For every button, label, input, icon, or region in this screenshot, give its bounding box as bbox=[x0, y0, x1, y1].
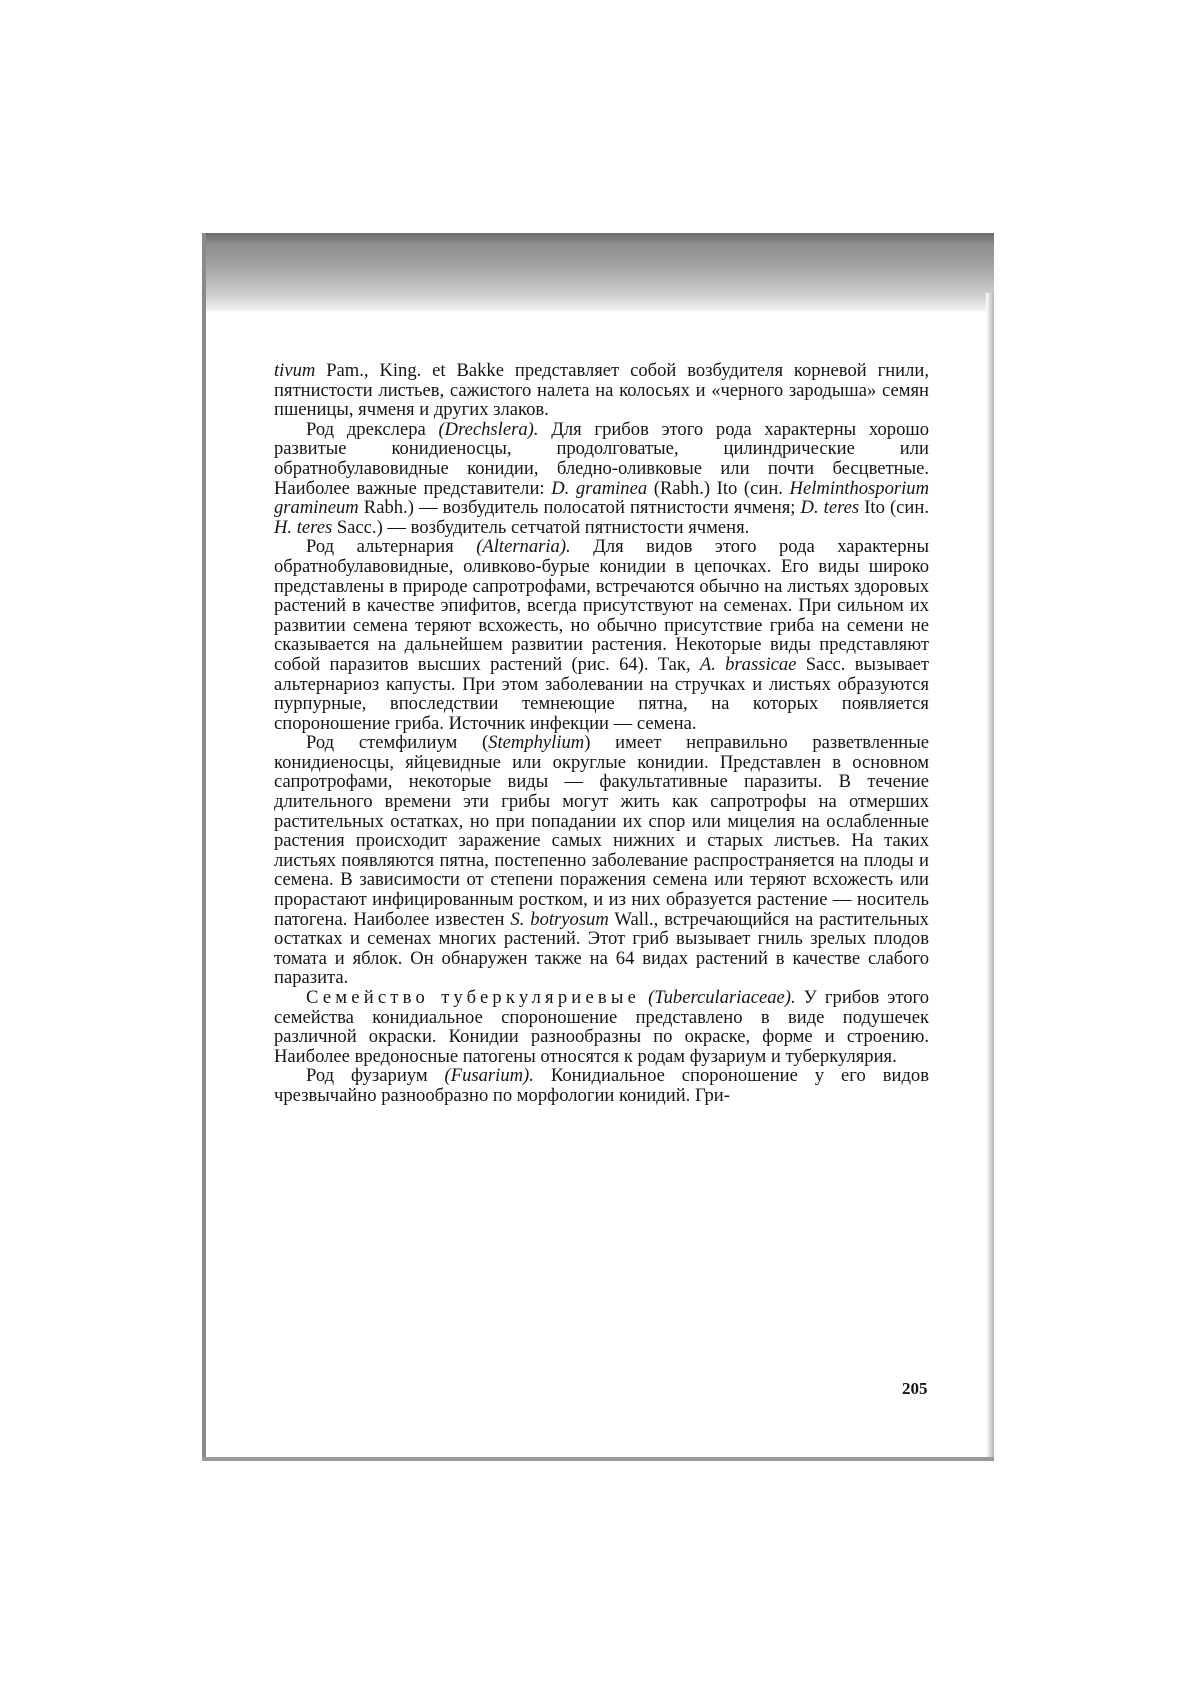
paragraph bbox=[274, 361, 929, 420]
text-run: Pam., King. et Bakke представляет собой возбудителя корневой гнили, пятнистости листьев, сажистого налета на колосьях и «черного зародыша» семян пшеницы, ячменя и других злаков. bbox=[274, 360, 929, 421]
scan-bottom-edge bbox=[202, 1457, 994, 1461]
italic-term: S. botryosum bbox=[510, 908, 609, 930]
italic-term: H. teres bbox=[274, 516, 333, 538]
italic-term: (Fusarium). bbox=[444, 1065, 534, 1087]
paragraph bbox=[274, 537, 929, 733]
scanned-book-page bbox=[202, 233, 994, 1461]
body-text bbox=[274, 361, 929, 1106]
paragraph bbox=[274, 420, 929, 538]
text-run: Sacc.) — возбудитель сетчатой пятнистости ячменя. bbox=[332, 516, 750, 538]
italic-term: A. brassicae bbox=[699, 653, 797, 675]
text-run: (Rabh.) Ito (син. bbox=[647, 477, 790, 499]
text-run bbox=[640, 987, 648, 1008]
text-run: Rabh.) — возбудитель полосатой пятнистости ячменя; bbox=[358, 497, 801, 519]
italic-term: tivum bbox=[274, 360, 316, 381]
italic-term: Helminthosporium gramineum bbox=[274, 477, 929, 519]
text-run: Конидиальное спороношение у его видов чрезвычайно разнообразно по морфологии конидий. Гри- bbox=[274, 1065, 929, 1106]
italic-term: (Alternaria). bbox=[476, 536, 571, 558]
italic-term: D. teres bbox=[800, 497, 860, 519]
italic-term: (Drechslera). bbox=[438, 418, 539, 440]
text-run: Род фузариум bbox=[306, 1065, 445, 1087]
italic-term: Stemphylium bbox=[488, 732, 585, 754]
paragraph bbox=[274, 988, 929, 1066]
spaced-heading: Семейство туберкуляриевые bbox=[306, 987, 641, 1008]
text-run: ) имеет неправильно разветвленные конидиеносцы, яйцевидные или округлые конидии. Представлен в основном сапротрофами, некоторые виды — факультативные паразиты. В течение длительного времени эти грибы могут жить как сапротрофы на отмерших растительных остатках, но при попадании их спор или мицелия на ослабленные растения происходит заражение самых нижних и старых листьев. На таких листьях появляются пятна, постепенно заболевание распространяется на плоды и семена. В зависимости от степени поражения семена или теряют всхожесть или прорастают инфицированным ростком, и из них образуется растение — носитель патогена. Наиболее известен bbox=[274, 732, 929, 930]
italic-term: (Tuberculariaceae). bbox=[648, 987, 796, 1008]
scan-right-edge bbox=[986, 293, 994, 1461]
text-run: Род дрекслера bbox=[306, 418, 439, 440]
text-run: Ito (син. bbox=[859, 497, 929, 519]
text-run: Sacc. вызывает альтернариоз капусты. При этом заболевании на стручках и листьях образуются пурпурные, впоследствии темнеющие пятна, на которых появляется спороношение гриба. Источник инфекции — семена. bbox=[274, 653, 929, 734]
paragraph bbox=[274, 733, 929, 988]
paragraph bbox=[274, 1066, 929, 1105]
text-run: Для видов этого рода характерны обратнобулавовидные, оливково-бурые конидии в цепочках. Его виды широко представлены в природе сапротрофами, встречаются обычно на листьях здоровых растений в качестве эпифитов, всегда присутствуют на семенах. При сильном их развитии семена теряют всхожесть, но обычно присутствие гриба на семени не сказывается на дальнейшем развитии растения. Некоторые виды представляют собой паразитов высших растений (рис. 64). Так, bbox=[274, 536, 929, 675]
italic-term: D. graminea bbox=[551, 477, 648, 499]
scan-top-shadow bbox=[202, 233, 994, 311]
scan-left-edge bbox=[202, 233, 206, 1461]
text-run: Род альтернария bbox=[306, 536, 477, 558]
page-number: 205 bbox=[902, 1379, 928, 1398]
text-run: У грибов этого семейства конидиальное спороношение представлено в виде подушечек различной окраски. Конидии разнообразны по окраске, форме и строению. Наиболее вредоносные патогены относятся к родам фузариум и туберкулярия. bbox=[274, 987, 929, 1067]
text-run: Для грибов этого рода характерны хорошо развитые конидиеносцы, продолговатые, цилиндрические или обратнобулавовидные конидии, бледно-оливковые или почти бесцветные. Наиболее важные представители: bbox=[274, 418, 929, 499]
text-run: Wall., встречающийся на растительных остатках и семенах многих растений. Этот гриб вызывает гниль зрелых плодов томата и яблок. Он обнаружен также на 64 видах растений в качестве слабого паразита. bbox=[274, 908, 929, 989]
text-run: Род стемфилиум ( bbox=[306, 732, 489, 754]
